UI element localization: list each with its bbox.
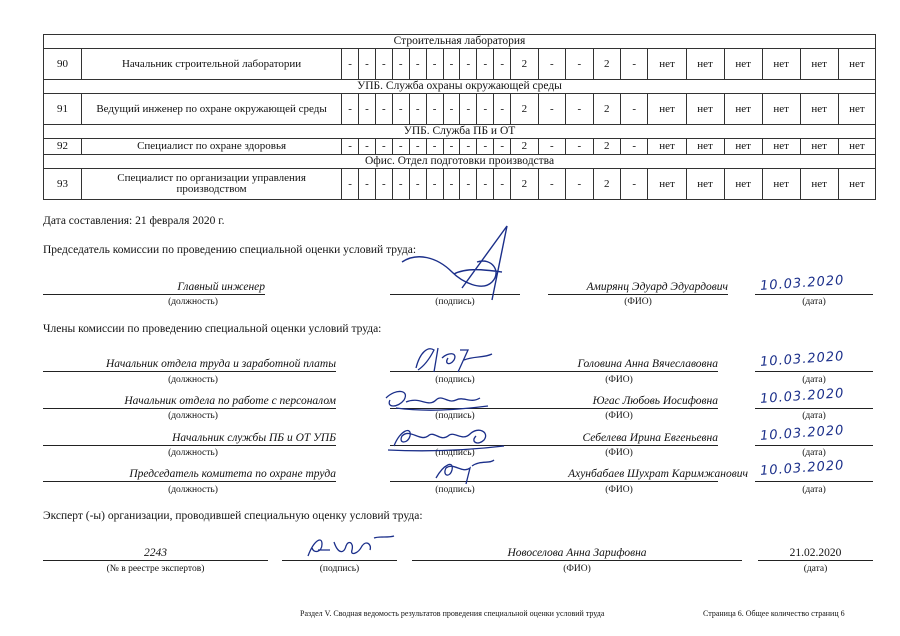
table-cell: - [494, 139, 511, 155]
table-cell: нет [648, 139, 686, 155]
table-cell: - [392, 169, 409, 200]
table-cell: - [538, 94, 565, 125]
row-number: 90 [44, 49, 82, 80]
table-cell: нет [800, 169, 838, 200]
expert-heading: Эксперт (-ы) организации, проводившей специальную оценку условий труда: [43, 510, 423, 522]
member-name: Себелева Ирина Евгеньевна [582, 432, 718, 444]
member-signature [408, 342, 498, 376]
member-signature-caption: (подпись) [435, 448, 475, 458]
table-cell: 2 [593, 169, 620, 200]
section-header-row [44, 125, 876, 139]
chair-name: Амирянц Эдуард Эдуардович [586, 281, 728, 293]
member-date: 10.03.2020 [759, 349, 845, 370]
table-cell: нет [838, 49, 875, 80]
table-cell: 2 [593, 49, 620, 80]
table-cell: нет [762, 169, 800, 200]
member-position: Начальник отдела труда и заработной платы [106, 358, 336, 370]
member-signature-caption: (подпись) [435, 411, 475, 421]
section-header-row [44, 155, 876, 169]
table-cell: - [375, 169, 392, 200]
section-header-row [44, 35, 876, 49]
member-position-caption: (должность) [168, 485, 218, 495]
member-position-line [43, 445, 336, 446]
member-date-line [755, 371, 873, 372]
member-date-caption: (дата) [802, 411, 826, 421]
table-cell: - [494, 94, 511, 125]
table-cell: нет [838, 94, 875, 125]
table-cell: - [538, 49, 565, 80]
table-cell: - [443, 94, 460, 125]
member-date-caption: (дата) [802, 375, 826, 385]
table-cell: - [342, 94, 359, 125]
table-cell: нет [724, 94, 762, 125]
member-name-line [520, 481, 718, 482]
chair-date-line [755, 294, 873, 295]
table-cell: - [477, 94, 494, 125]
chair-date-caption: (дата) [802, 297, 826, 307]
member-position-caption: (должность) [168, 448, 218, 458]
member-date: 10.03.2020 [759, 386, 845, 407]
table-cell: - [443, 139, 460, 155]
table-cell: - [409, 169, 426, 200]
row-number: 91 [44, 94, 82, 125]
member-name-caption: (ФИО) [605, 411, 633, 421]
table-cell: - [443, 169, 460, 200]
table-cell: нет [648, 169, 686, 200]
table-cell: - [342, 169, 359, 200]
chair-signature [392, 222, 522, 306]
member-position-line [43, 481, 336, 482]
expert-date-line [758, 560, 873, 561]
table-row [44, 169, 876, 200]
footer-page-count: Страница 6. Общее количество страниц 6 [703, 609, 845, 618]
table-cell: нет [648, 94, 686, 125]
table-cell: - [426, 49, 443, 80]
compilation-date: Дата составления: 21 февраля 2020 г. [43, 215, 225, 227]
table-cell: 2 [511, 139, 538, 155]
table-cell: - [392, 94, 409, 125]
table-cell: нет [686, 49, 724, 80]
table-row [44, 94, 876, 125]
row-number: 92 [44, 139, 82, 155]
table-cell: - [621, 49, 648, 80]
table-cell: нет [724, 169, 762, 200]
member-date: 10.03.2020 [759, 423, 845, 444]
expert-date: 21.02.2020 [789, 547, 842, 559]
table-cell: 2 [511, 49, 538, 80]
table-cell: - [342, 49, 359, 80]
member-position-line [43, 371, 336, 372]
member-signature [380, 422, 510, 454]
row-number: 93 [44, 169, 82, 200]
table-cell: - [375, 139, 392, 155]
table-cell: нет [724, 139, 762, 155]
table-cell: - [621, 94, 648, 125]
member-signature [376, 386, 496, 416]
table-cell: нет [762, 94, 800, 125]
table-cell: нет [800, 49, 838, 80]
chair-date: 10.03.2020 [759, 273, 845, 294]
table-cell: - [538, 169, 565, 200]
member-name: Головина Анна Вячеславовна [577, 358, 718, 370]
member-name-caption: (ФИО) [605, 485, 633, 495]
member-name-line [520, 408, 718, 409]
table-cell: - [460, 94, 477, 125]
table-cell: - [409, 49, 426, 80]
table-cell: - [375, 94, 392, 125]
member-date-line [755, 481, 873, 482]
expert-signature [300, 532, 400, 562]
table-cell: 2 [593, 139, 620, 155]
member-name-caption: (ФИО) [605, 448, 633, 458]
table-cell: нет [800, 94, 838, 125]
table-cell: - [375, 49, 392, 80]
section-title: УПБ. Служба ПБ и ОТ [44, 125, 876, 139]
member-date: 10.03.2020 [759, 458, 845, 479]
table-cell: нет [838, 169, 875, 200]
table-cell: - [426, 169, 443, 200]
expert-date-caption: (дата) [803, 564, 828, 574]
table-cell: нет [724, 49, 762, 80]
member-signature-caption: (подпись) [435, 375, 475, 385]
table-cell: - [358, 49, 375, 80]
member-position: Начальник отдела по работе с персоналом [124, 395, 336, 407]
section-header-row [44, 80, 876, 94]
table-cell: - [358, 169, 375, 200]
chair-name-caption: (ФИО) [624, 297, 652, 307]
member-name: Ахунбабаев Шухрат Каримжанович [568, 468, 748, 480]
table-cell: - [392, 139, 409, 155]
table-cell: нет [800, 139, 838, 155]
table-cell: - [358, 139, 375, 155]
member-date-line [755, 445, 873, 446]
member-position: Начальник службы ПБ и ОТ УПБ [172, 432, 336, 444]
member-position-caption: (должность) [168, 411, 218, 421]
table-cell: - [460, 49, 477, 80]
member-name: Югас Любовь Иосифовна [592, 395, 718, 407]
section-title: Офис. Отдел подготовки производства [44, 155, 876, 169]
chair-position: Главный инженер [177, 281, 265, 293]
table-cell: - [409, 94, 426, 125]
table-cell: 2 [511, 169, 538, 200]
table-row [44, 139, 876, 155]
expert-name-caption: (ФИО) [563, 564, 591, 574]
table-cell: нет [762, 139, 800, 155]
table-cell: нет [648, 49, 686, 80]
job-title: Специалист по охране здоровья [82, 139, 342, 155]
table-cell: - [621, 139, 648, 155]
table-cell: - [460, 139, 477, 155]
chair-name-line [548, 294, 728, 295]
table-cell: - [477, 139, 494, 155]
member-name-caption: (ФИО) [605, 375, 633, 385]
chair-signature-caption: (подпись) [435, 297, 475, 307]
member-signature [430, 456, 500, 486]
member-position-line [43, 408, 336, 409]
expert-name: Новоселова Анна Зарифовна [507, 547, 647, 559]
section-title: УПБ. Служба охраны окружающей среды [44, 80, 876, 94]
footer-section-title: Раздел V. Сводная ведомость результатов проведения специальной оценки условий труда [300, 609, 605, 618]
expert-registry-line [43, 560, 268, 561]
chair-position-caption: (должность) [168, 297, 218, 307]
table-cell: - [566, 94, 593, 125]
chair-position-line [43, 294, 265, 295]
table-cell: - [566, 139, 593, 155]
table-cell: - [566, 169, 593, 200]
member-name-line [520, 445, 718, 446]
table-cell: - [494, 49, 511, 80]
members-heading: Члены комиссии по проведению специальной оценки условий труда: [43, 323, 382, 335]
chair-heading: Председатель комиссии по проведению специальной оценки условий труда: [43, 244, 417, 256]
table-cell: нет [838, 139, 875, 155]
table-cell: - [358, 94, 375, 125]
expert-signature-caption: (подпись) [319, 564, 360, 574]
table-cell: - [538, 139, 565, 155]
table-cell: нет [686, 94, 724, 125]
expert-registry-caption: (№ в реестре экспертов) [106, 564, 205, 574]
expert-name-line [412, 560, 742, 561]
section-title: Строительная лаборатория [44, 35, 876, 49]
table-cell: нет [686, 169, 724, 200]
member-signature-caption: (подпись) [435, 485, 475, 495]
table-cell: - [409, 139, 426, 155]
table-cell: - [460, 169, 477, 200]
table-cell: - [477, 49, 494, 80]
job-title: Ведущий инженер по охране окружающей среды [82, 94, 342, 125]
member-date-caption: (дата) [802, 485, 826, 495]
member-date-line [755, 408, 873, 409]
table-cell: - [426, 94, 443, 125]
table-cell: 2 [593, 94, 620, 125]
table-cell: 2 [511, 94, 538, 125]
member-name-line [520, 371, 718, 372]
job-title: Начальник строительной лаборатории [82, 49, 342, 80]
member-date-caption: (дата) [802, 448, 826, 458]
table-cell: - [342, 139, 359, 155]
expert-registry-number: 2243 [144, 547, 167, 559]
member-position: Председатель комитета по охране труда [129, 468, 336, 480]
table-cell: - [566, 49, 593, 80]
table-cell: нет [686, 139, 724, 155]
member-position-caption: (должность) [168, 375, 218, 385]
table-cell: - [494, 169, 511, 200]
job-title: Специалист по организации управления производством [82, 169, 342, 200]
table-cell: - [477, 169, 494, 200]
results-table [43, 34, 876, 200]
table-cell: - [443, 49, 460, 80]
table-cell: - [392, 49, 409, 80]
table-cell: - [426, 139, 443, 155]
table-cell: нет [762, 49, 800, 80]
table-cell: - [621, 169, 648, 200]
table-row [44, 49, 876, 80]
